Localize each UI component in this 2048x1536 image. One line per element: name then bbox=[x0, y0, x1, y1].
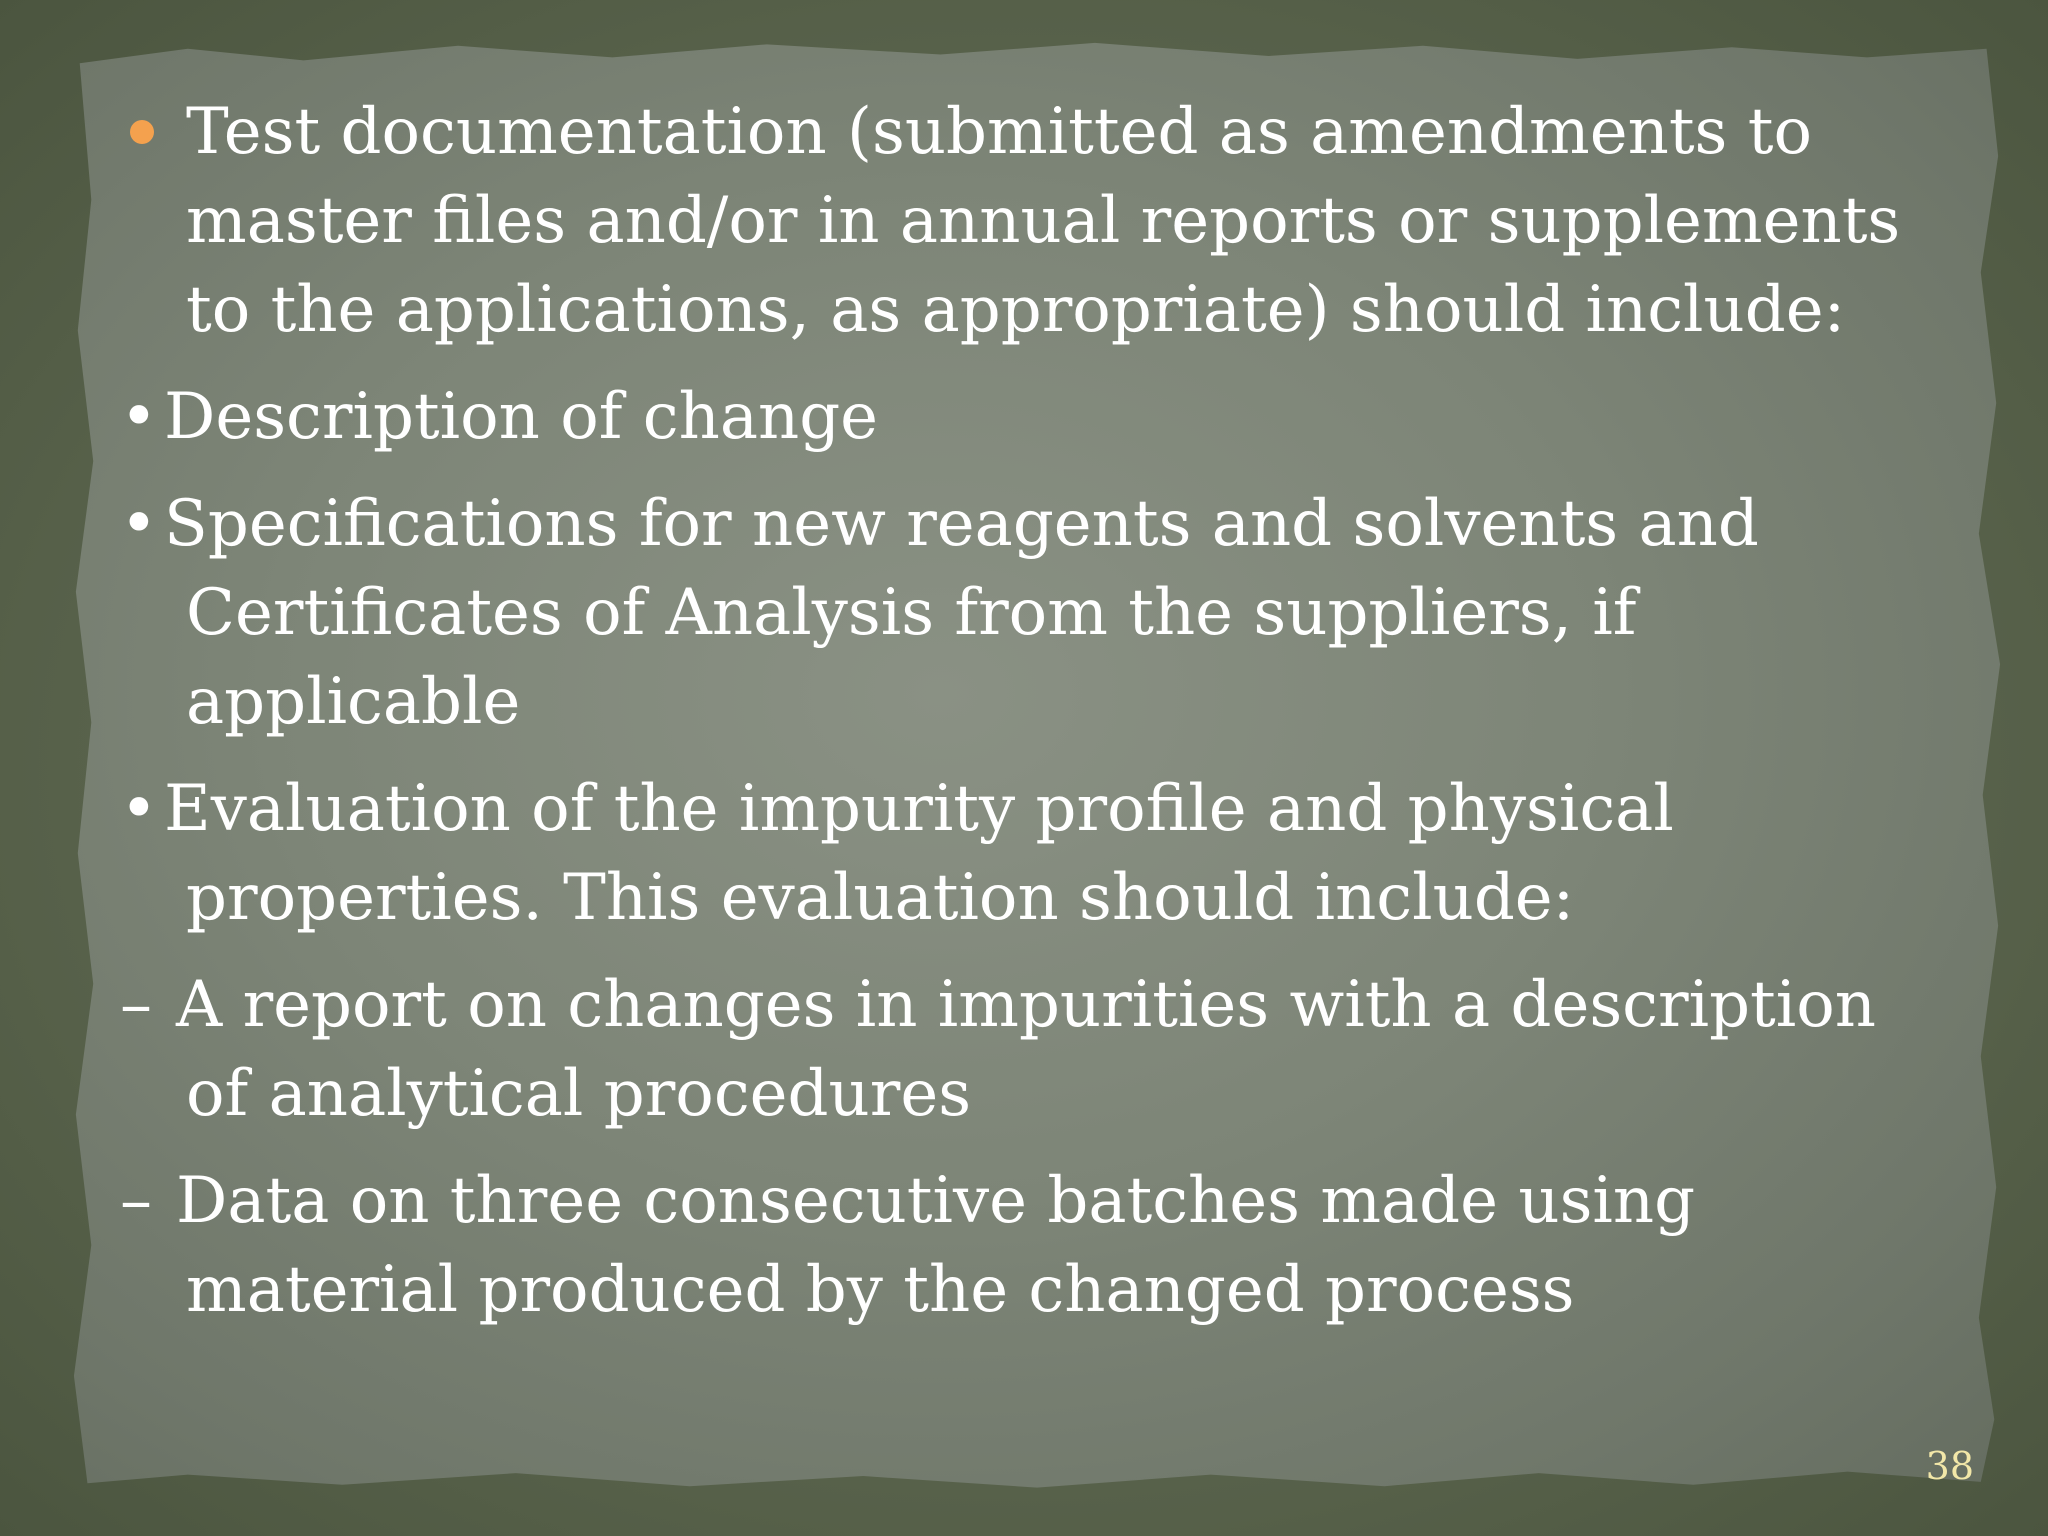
dash-icon: – bbox=[120, 968, 152, 1042]
page-number: 38 bbox=[1925, 1444, 1974, 1488]
slide-content bbox=[120, 88, 1920, 1353]
bullet-icon: • bbox=[120, 772, 158, 846]
lead-text: Test documentation (submitted as amendments to master files and/or in annual reports or supplements to the applications, as appropriate) should include: bbox=[186, 95, 1901, 347]
bullet-item bbox=[120, 480, 1920, 747]
orange-bullet-icon bbox=[130, 120, 154, 144]
bullet-text: Description of change bbox=[164, 380, 879, 454]
dash-text: Data on three consecutive batches made using material produced by the changed process bbox=[176, 1164, 1696, 1327]
bullet-text: Evaluation of the impurity profile and physical properties. This evaluation should include: bbox=[164, 772, 1674, 935]
dash-item bbox=[120, 1157, 1920, 1335]
bullet-item bbox=[120, 765, 1920, 943]
dash-icon: – bbox=[120, 1164, 152, 1238]
bullet-item bbox=[120, 373, 1920, 462]
bullet-text: Specifications for new reagents and solvents and Certificates of Analysis from the suppliers, if applicable bbox=[164, 487, 1759, 739]
bullet-icon: • bbox=[120, 487, 158, 561]
dash-item bbox=[120, 961, 1920, 1139]
bullet-icon: • bbox=[120, 380, 158, 454]
dash-text: A report on changes in impurities with a description of analytical procedures bbox=[176, 968, 1876, 1131]
lead-bullet bbox=[120, 88, 1920, 355]
